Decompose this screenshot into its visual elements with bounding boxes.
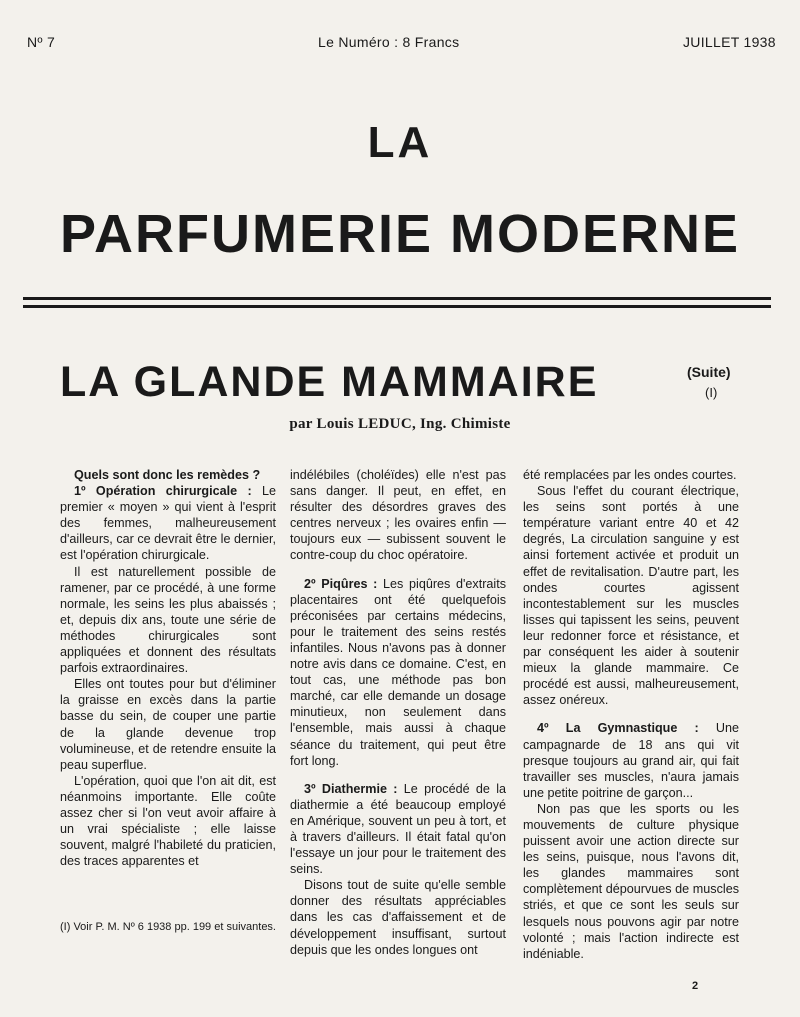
issue-number: Nº 7 (27, 34, 56, 50)
paragraph: Sous l'effet du courant électrique, les seins sont portés à une température variant entre 40 et 42 degrés, La circulation sanguine y est ainsi fortement activée et produit un effet de revitalisation. D'autre part, les ondes courtes agissent incontestablement sur les muscles lisses qui tapissent les seins, peuvent leur redonner force et résistance, et par conséquent les aider à soutenir mieux la glande mammaire. Ce procédé est aussi, malheureusement, assez onéreux. (523, 484, 739, 708)
subheading-gymnastics: 4º La Gymnastique : (537, 721, 699, 736)
paragraph-surgery-intro (60, 483, 276, 563)
paragraph: Elles ont toutes pour but d'éliminer la graisse en excès dans la partie basse du sein, de couper une partie de la glande devenue trop volumineuse, et de retendre ensuite la peau superflue. (60, 677, 276, 772)
paragraph: indélébiles (choléïdes) elle n'est pas sans danger. Il peut, en effet, en résulter des désordres graves des centres nerveux ; les ovaires enfin — toujours eux — subissent souvent le contre-coup du choc opératoire. (290, 468, 506, 563)
subheading-diathermy: 3º Diathermie : (304, 781, 398, 796)
paragraph: Non pas que les sports ou les mouvements de culture physique puissent avoir une action directe sur les seins, puisque, nous l'avons dit, les glandes mammaires sont complètement dépourvues de muscles striés, et que ce sont les seuls sur lesquels nous pouvons agir par notre volonté ; mais l'action indirecte est indéniable. (523, 801, 739, 961)
paragraph-text: Le premier « moyen » qui vient à l'esprit des femmes, malheureusement d'ailleurs, car ce devrait être le dernier, est l'opération chirurgicale. (60, 484, 276, 563)
text-column-1 (60, 467, 276, 869)
subheading-injections: 2º Piqûres : (304, 576, 378, 591)
article-byline: par Louis LEDUC, Ing. Chimiste (289, 416, 511, 432)
article-suite-footnote-ref: (I) (705, 385, 718, 400)
paragraph-injections (290, 576, 506, 769)
paragraph-diathermy (290, 781, 506, 878)
masthead-line1: LA (367, 118, 433, 167)
paragraph-text: Une campagnarde de 18 ans qui vit presque toujours au grand air, qui fait travailler ses muscles, n'aura jamais une petite poitrine de garçon... (523, 721, 739, 800)
issue-date: JUILLET 1938 (683, 34, 776, 50)
paragraph: été remplacées par les ondes courtes. (523, 468, 737, 482)
page-number: 2 (692, 980, 699, 992)
subheading-surgery: 1º Opération chirurgicale : (74, 484, 252, 499)
text-column-3 (523, 467, 739, 962)
paragraph: L'opération, quoi que l'on ait dit, est néanmoins importante. Elle coûte assez cher si l'on veut avoir affaire à un vrai spécialiste ; elle laisse souvent, malgré l'habileté du praticien, des traces apparentes et (60, 773, 276, 869)
masthead-title: PARFUMERIE MODERNE (59, 204, 741, 264)
section-heading-remedies: Quels sont donc les remèdes ? (74, 468, 261, 482)
issue-price: Le Numéro : 8 Francs (318, 34, 460, 50)
paragraph: Disons tout de suite qu'elle semble donner des résultats appréciables dans les cas d'affaissement et de développement insuffisant, surtout depuis que les ondes longues ont (290, 878, 506, 957)
paragraph-text: Le procédé de la diathermie a été beaucoup employé en Amérique, souvent un peu à tort, et à travers d'ailleurs. Il était fatal qu'on l'essaye un jour pour le traitement des seins. (290, 781, 506, 877)
article-title: LA GLANDE MAMMAIRE (60, 358, 599, 406)
paragraph-gymnastics (523, 720, 739, 800)
article-suite: (Suite) (687, 364, 731, 380)
paragraph-text: Les piqûres d'extraits placentaires ont été quelquefois préconisées par certains médecins, pour le traitement des seins restés infantiles. Nous n'avons pas à donner notre avis dans ce domaine. C'est, en tout cas, une méthode pas bon marché, car elle demande un dosage minutieux, non seulement dans l'ensemble, mais aussi à chaque séance du traitement, qui peut être fort long. (290, 576, 507, 768)
masthead-rule-top (23, 297, 771, 300)
masthead-rule-bottom (23, 305, 771, 308)
text-column-2 (290, 467, 506, 958)
paragraph: Il est naturellement possible de ramener, par ce procédé, à une forme normale, les seins les plus abaissés ; et, depuis dix ans, toute une série de méthodes chirurgicales sont appliquées et donnent des résultats parfois extraordinaires. (60, 564, 276, 676)
footnote: (I) Voir P. M. Nº 6 1938 pp. 199 et suivantes. (60, 921, 276, 933)
